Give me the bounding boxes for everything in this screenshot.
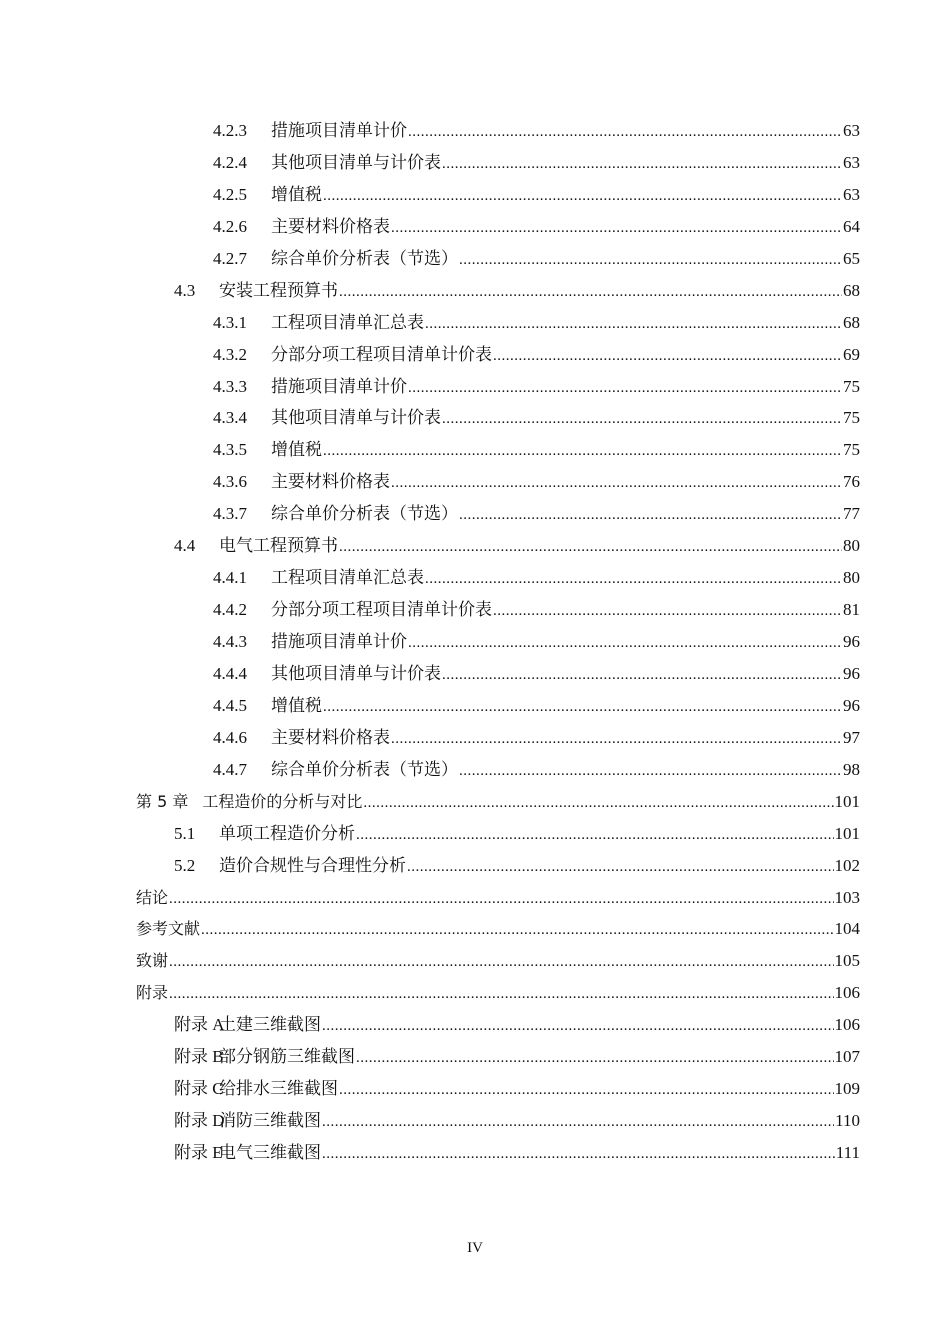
toc-entry-number: 4.4.3 bbox=[213, 632, 247, 651]
toc-entry-title: 安装工程预算书 bbox=[219, 280, 338, 300]
toc-entry-page: 63 bbox=[843, 121, 860, 140]
toc-entry-label bbox=[136, 945, 168, 977]
toc-entry-title: 综合单价分析表（节选） bbox=[271, 504, 458, 524]
toc-entry-page: 104 bbox=[834, 919, 860, 939]
toc-entry-page: 101 bbox=[834, 823, 860, 843]
toc-entry-label bbox=[213, 339, 492, 371]
toc-entry-number: 附录 C bbox=[174, 1079, 224, 1099]
dot-leader bbox=[169, 947, 833, 979]
toc-entry-title: 分部分项工程项目清单计价表 bbox=[271, 344, 492, 364]
dot-leader bbox=[322, 1011, 834, 1043]
toc-entry-number: 4.3.1 bbox=[213, 312, 247, 332]
dot-leader bbox=[459, 756, 842, 788]
dot-leader bbox=[169, 884, 833, 916]
toc-entry-page: 80 bbox=[843, 536, 860, 556]
toc-entry-label bbox=[174, 850, 406, 882]
toc-entry-number: 5.2 bbox=[174, 855, 196, 875]
toc-entry-label bbox=[136, 786, 362, 818]
toc-entry-label bbox=[213, 562, 424, 594]
toc-entry-number: 4.4.4 bbox=[213, 663, 247, 683]
toc-entry[interactable] bbox=[0, 945, 860, 977]
toc-entry-label bbox=[213, 466, 390, 498]
toc-entry[interactable] bbox=[0, 690, 860, 722]
dot-leader bbox=[442, 660, 842, 692]
toc-entry-title: 增值税 bbox=[271, 440, 322, 460]
toc-entry[interactable] bbox=[0, 1041, 860, 1073]
toc-entry[interactable] bbox=[0, 115, 860, 147]
toc-entry-number: 4.3.6 bbox=[213, 472, 247, 492]
dot-leader bbox=[391, 213, 842, 245]
toc-entry-label bbox=[136, 977, 168, 1009]
toc-entry-number: 附录 D bbox=[174, 1111, 225, 1131]
toc-entry-label bbox=[213, 147, 441, 179]
toc-entry-number: 4.4.7 bbox=[213, 759, 247, 779]
dot-leader bbox=[363, 788, 833, 820]
toc-entry-page: 63 bbox=[843, 184, 860, 204]
toc-entry-page: 103 bbox=[834, 887, 860, 907]
toc-entry-page: 110 bbox=[835, 1111, 860, 1131]
toc-entry[interactable] bbox=[0, 1073, 860, 1105]
toc-entry-page: 69 bbox=[843, 344, 860, 364]
toc-entry-label bbox=[174, 818, 355, 850]
dot-leader bbox=[442, 404, 842, 436]
toc-entry[interactable] bbox=[0, 466, 860, 498]
toc-entry-label bbox=[213, 626, 407, 658]
dot-leader bbox=[339, 532, 842, 564]
toc-entry-number: 4.4.5 bbox=[213, 695, 247, 715]
toc-entry-title: 主要材料价格表 bbox=[271, 472, 390, 492]
toc-entry-title: 造价合规性与合理性分析 bbox=[219, 855, 406, 875]
toc-entry-page: 63 bbox=[843, 152, 860, 172]
toc-entry-title: 致谢 bbox=[136, 951, 169, 971]
toc-entry-title: 主要材料价格表 bbox=[271, 727, 390, 747]
toc-entry-title: 主要材料价格表 bbox=[271, 216, 390, 236]
dot-leader bbox=[408, 117, 842, 149]
toc-entry-page: 105 bbox=[834, 951, 860, 971]
dot-leader bbox=[408, 628, 842, 660]
dot-leader bbox=[391, 724, 842, 756]
toc-entry-page: 75 bbox=[843, 376, 860, 396]
toc-entry-page: 106 bbox=[834, 983, 860, 1003]
toc-entry-title: 附录 bbox=[136, 983, 169, 1003]
toc-entry[interactable] bbox=[0, 913, 860, 945]
dot-leader bbox=[323, 181, 842, 213]
toc-entry[interactable] bbox=[0, 275, 860, 307]
toc-entry-title: 电气三维截图 bbox=[219, 1143, 321, 1162]
dot-leader bbox=[201, 915, 833, 947]
toc-entry-title: 措施项目清单计价 bbox=[271, 632, 407, 651]
toc-entry-page: 76 bbox=[843, 472, 860, 492]
toc-entry[interactable] bbox=[0, 371, 860, 403]
toc-entry-label bbox=[174, 1137, 321, 1169]
toc-entry[interactable] bbox=[0, 243, 860, 275]
toc-entry-label bbox=[136, 913, 200, 945]
toc-entry-title: 其他项目清单与计价表 bbox=[271, 408, 441, 428]
toc-entry-label bbox=[213, 402, 441, 434]
toc-entry-label bbox=[174, 1105, 321, 1137]
toc-entry-title: 措施项目清单计价 bbox=[271, 121, 407, 140]
page-number: IV bbox=[467, 1240, 483, 1256]
toc-entry-page: 96 bbox=[843, 695, 860, 715]
toc-entry-page: 101 bbox=[834, 791, 860, 811]
toc-entry-label bbox=[174, 1009, 321, 1041]
table-of-contents bbox=[0, 115, 950, 1169]
toc-entry[interactable] bbox=[0, 754, 860, 786]
toc-entry[interactable] bbox=[0, 562, 860, 594]
toc-entry-page: 77 bbox=[843, 504, 860, 524]
toc-entry-label bbox=[213, 371, 407, 403]
dot-leader bbox=[425, 564, 842, 596]
toc-entry-title: 其他项目清单与计价表 bbox=[271, 663, 441, 683]
toc-entry-number: 4.4.6 bbox=[213, 727, 247, 747]
toc-entry-page: 65 bbox=[843, 248, 860, 268]
toc-entry[interactable] bbox=[0, 1009, 860, 1041]
toc-entry[interactable] bbox=[0, 402, 860, 434]
toc-entry-number: 4.2.3 bbox=[213, 121, 247, 140]
toc-entry-title: 部分钢筋三维截图 bbox=[219, 1047, 355, 1067]
toc-entry-title: 其他项目清单与计价表 bbox=[271, 152, 441, 172]
toc-entry-title: 给排水三维截图 bbox=[219, 1079, 338, 1099]
toc-entry-title: 结论 bbox=[136, 887, 169, 907]
toc-entry-label bbox=[213, 179, 322, 211]
toc-entry[interactable] bbox=[0, 594, 860, 626]
toc-entry-page: 81 bbox=[843, 600, 860, 620]
toc-entry[interactable] bbox=[0, 882, 860, 914]
toc-entry-label bbox=[213, 243, 458, 275]
toc-entry-page: 109 bbox=[834, 1079, 860, 1099]
toc-entry-number: 4.2.4 bbox=[213, 152, 247, 172]
toc-entry-label bbox=[174, 1041, 355, 1073]
toc-entry[interactable] bbox=[0, 626, 860, 658]
toc-entry-title: 综合单价分析表（节选） bbox=[271, 759, 458, 779]
toc-entry-label bbox=[174, 530, 338, 562]
toc-entry-page: 106 bbox=[834, 1015, 860, 1035]
toc-entry-title: 分部分项工程项目清单计价表 bbox=[271, 600, 492, 620]
toc-entry-number: 4.3.4 bbox=[213, 408, 247, 428]
toc-entry-label bbox=[213, 434, 322, 466]
dot-leader bbox=[408, 373, 842, 405]
dot-leader bbox=[391, 468, 842, 500]
dot-leader bbox=[459, 245, 842, 277]
toc-entry[interactable] bbox=[0, 1105, 860, 1137]
toc-entry-title: 增值税 bbox=[271, 695, 322, 715]
toc-entry[interactable] bbox=[0, 434, 860, 466]
dot-leader bbox=[459, 500, 842, 532]
toc-entry-number: 4.3.7 bbox=[213, 504, 247, 524]
toc-entry-title: 电气工程预算书 bbox=[219, 536, 338, 556]
dot-leader bbox=[323, 692, 842, 724]
toc-entry-page: 75 bbox=[843, 408, 860, 428]
dot-leader bbox=[322, 1139, 835, 1171]
toc-entry-page: 75 bbox=[843, 440, 860, 460]
toc-entry[interactable] bbox=[0, 786, 860, 818]
dot-leader bbox=[339, 1075, 834, 1107]
toc-entry-page: 68 bbox=[843, 280, 860, 300]
toc-entry[interactable] bbox=[0, 977, 860, 1009]
toc-entry-label bbox=[213, 498, 458, 530]
toc-entry[interactable] bbox=[0, 658, 860, 690]
toc-entry-label bbox=[213, 754, 458, 786]
toc-entry-page: 64 bbox=[843, 216, 860, 236]
toc-entry-title: 工程项目清单汇总表 bbox=[271, 312, 424, 332]
toc-entry-number: 4.2.7 bbox=[213, 248, 247, 268]
toc-entry-title: 增值税 bbox=[271, 184, 322, 204]
toc-entry-page: 107 bbox=[834, 1047, 860, 1067]
toc-entry-number: 附录 E bbox=[174, 1143, 223, 1162]
toc-entry-page: 80 bbox=[843, 568, 860, 588]
dot-leader bbox=[425, 309, 842, 341]
toc-entry-number: 4.4.2 bbox=[213, 600, 247, 620]
dot-leader bbox=[339, 277, 842, 309]
toc-entry-title: 综合单价分析表（节选） bbox=[271, 248, 458, 268]
toc-entry[interactable] bbox=[0, 179, 860, 211]
toc-entry-number: 第 5 章 bbox=[136, 791, 189, 811]
toc-entry-label bbox=[213, 722, 390, 754]
toc-entry-label bbox=[174, 275, 338, 307]
toc-entry-label bbox=[174, 1073, 338, 1105]
toc-entry-page: 111 bbox=[835, 1143, 860, 1162]
toc-entry[interactable] bbox=[0, 498, 860, 530]
toc-entry-title: 措施项目清单计价 bbox=[271, 376, 407, 396]
dot-leader bbox=[169, 979, 833, 1011]
toc-entry-title: 参考文献 bbox=[136, 919, 201, 939]
dot-leader bbox=[322, 1107, 834, 1139]
toc-entry-title: 工程项目清单汇总表 bbox=[271, 568, 424, 588]
toc-entry-number: 4.2.5 bbox=[213, 184, 247, 204]
toc-entry-page: 96 bbox=[843, 663, 860, 683]
toc-entry[interactable] bbox=[0, 147, 860, 179]
toc-entry-number: 4.3 bbox=[174, 280, 196, 300]
dot-leader bbox=[407, 852, 834, 884]
toc-entry-number: 4.3.3 bbox=[213, 376, 247, 396]
toc-entry-label bbox=[213, 211, 390, 243]
dot-leader bbox=[356, 820, 834, 852]
toc-entry-number: 4.3.5 bbox=[213, 440, 247, 460]
toc-entry-number: 5.1 bbox=[174, 823, 196, 843]
toc-entry-page: 68 bbox=[843, 312, 860, 332]
toc-entry-title: 土建三维截图 bbox=[219, 1015, 321, 1035]
toc-entry[interactable] bbox=[0, 818, 860, 850]
toc-entry[interactable] bbox=[0, 211, 860, 243]
toc-entry[interactable] bbox=[0, 307, 860, 339]
toc-entry-page: 98 bbox=[843, 759, 860, 779]
dot-leader bbox=[442, 149, 842, 181]
toc-entry[interactable] bbox=[0, 850, 860, 882]
toc-entry-label bbox=[213, 307, 424, 339]
toc-entry-page: 102 bbox=[834, 855, 860, 875]
dot-leader bbox=[356, 1043, 834, 1075]
toc-entry-number: 附录 B bbox=[174, 1047, 224, 1067]
toc-entry[interactable] bbox=[0, 1137, 860, 1169]
dot-leader bbox=[323, 436, 842, 468]
toc-entry-title: 消防三维截图 bbox=[219, 1111, 321, 1131]
toc-entry-label bbox=[136, 882, 168, 914]
dot-leader bbox=[493, 341, 842, 373]
toc-entry-title: 单项工程造价分析 bbox=[219, 823, 355, 843]
toc-entry-number: 附录 A bbox=[174, 1015, 225, 1035]
toc-entry[interactable] bbox=[0, 722, 860, 754]
toc-entry-label bbox=[213, 594, 492, 626]
toc-entry-number: 4.3.2 bbox=[213, 344, 247, 364]
toc-entry-label bbox=[213, 115, 407, 147]
toc-entry-label bbox=[213, 658, 441, 690]
toc-entry-number: 4.4.1 bbox=[213, 568, 247, 588]
toc-entry-number: 4.4 bbox=[174, 536, 196, 556]
dot-leader bbox=[493, 596, 842, 628]
toc-entry-title: 工程造价的分析与对比 bbox=[202, 791, 363, 811]
toc-entry-number: 4.2.6 bbox=[213, 216, 247, 236]
toc-entry-label bbox=[213, 690, 322, 722]
toc-entry[interactable] bbox=[0, 530, 860, 562]
toc-entry[interactable] bbox=[0, 339, 860, 371]
toc-entry-page: 97 bbox=[843, 727, 860, 747]
toc-entry-page: 96 bbox=[843, 632, 860, 651]
